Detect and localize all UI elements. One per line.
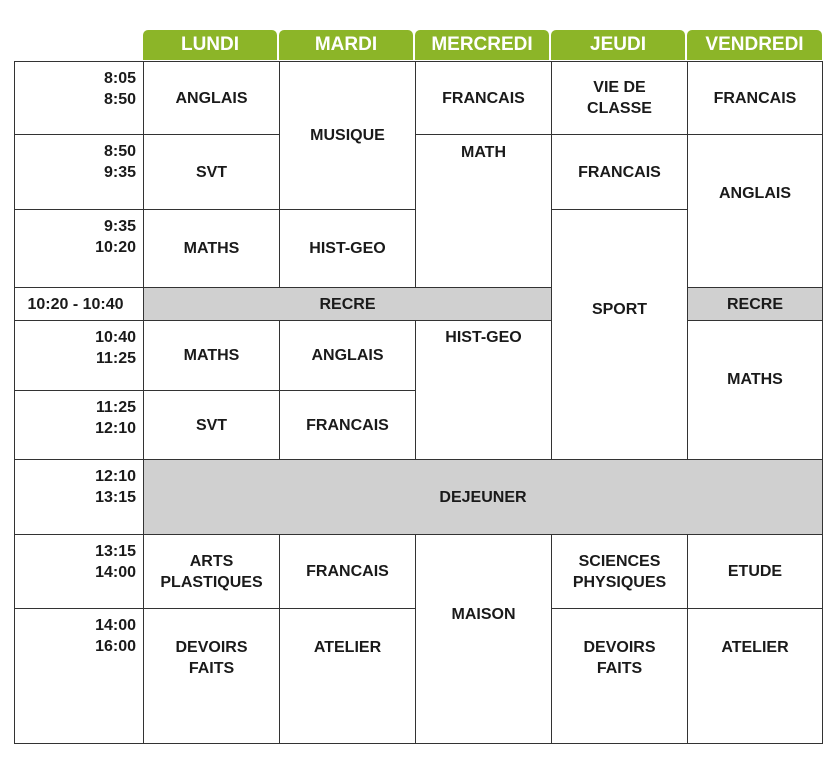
time-slot-6: 13:15 14:00 [14,534,144,609]
cell-vendredi-4: ETUDE [687,534,823,609]
cell-jeudi-5: DEVOIRS FAITS [551,608,688,744]
time-slot-dejeuner: 12:10 13:15 [14,459,144,535]
header-vendredi: VENDREDI [687,30,822,60]
cell-lundi-3: MATHS [143,209,280,288]
cell-jeudi-1: VIE DE CLASSE [551,61,688,135]
recre-block: RECRE [143,287,552,321]
cell-mardi-2: HIST-GEO [279,209,416,288]
cell-mardi-4: FRANCAIS [279,390,416,460]
cell-vendredi-2: ANGLAIS [687,134,823,288]
cell-lundi-7: DEVOIRS FAITS [143,608,280,744]
cell-mercredi-4: MAISON [415,534,552,744]
time-slot-5: 11:25 12:10 [14,390,144,460]
header-mercredi: MERCREDI [415,30,549,60]
cell-mardi-3: ANGLAIS [279,320,416,391]
time-slot-4: 10:40 11:25 [14,320,144,391]
cell-mercredi-2: MATH [415,134,552,288]
cell-lundi-6: ARTS PLASTIQUES [143,534,280,609]
cell-mardi-6: ATELIER [279,608,416,744]
cell-mercredi-1: FRANCAIS [415,61,552,135]
cell-vendredi-5: ATELIER [687,608,823,744]
cell-jeudi-4: SCIENCES PHYSIQUES [551,534,688,609]
cell-jeudi-2: FRANCAIS [551,134,688,210]
cell-lundi-5: SVT [143,390,280,460]
time-slot-1: 8:05 8:50 [14,61,144,135]
time-slot-7: 14:00 16:00 [14,608,144,744]
cell-mercredi-3: HIST-GEO [415,320,552,460]
cell-lundi-2: SVT [143,134,280,210]
cell-vendredi-recre: RECRE [687,287,823,321]
time-slot-3: 9:35 10:20 [14,209,144,288]
cell-mardi-5: FRANCAIS [279,534,416,609]
cell-vendredi-3: MATHS [687,320,823,460]
header-jeudi: JEUDI [551,30,685,60]
cell-vendredi-1: FRANCAIS [687,61,823,135]
time-slot-2: 8:50 9:35 [14,134,144,210]
cell-lundi-1: ANGLAIS [143,61,280,135]
time-slot-recre: 10:20 - 10:40 [14,287,144,321]
cell-mardi-1: MUSIQUE [279,61,416,210]
cell-jeudi-3: SPORT [551,209,688,460]
header-lundi: LUNDI [143,30,277,60]
dejeuner-block: DEJEUNER [143,459,823,535]
cell-lundi-4: MATHS [143,320,280,391]
header-mardi: MARDI [279,30,413,60]
